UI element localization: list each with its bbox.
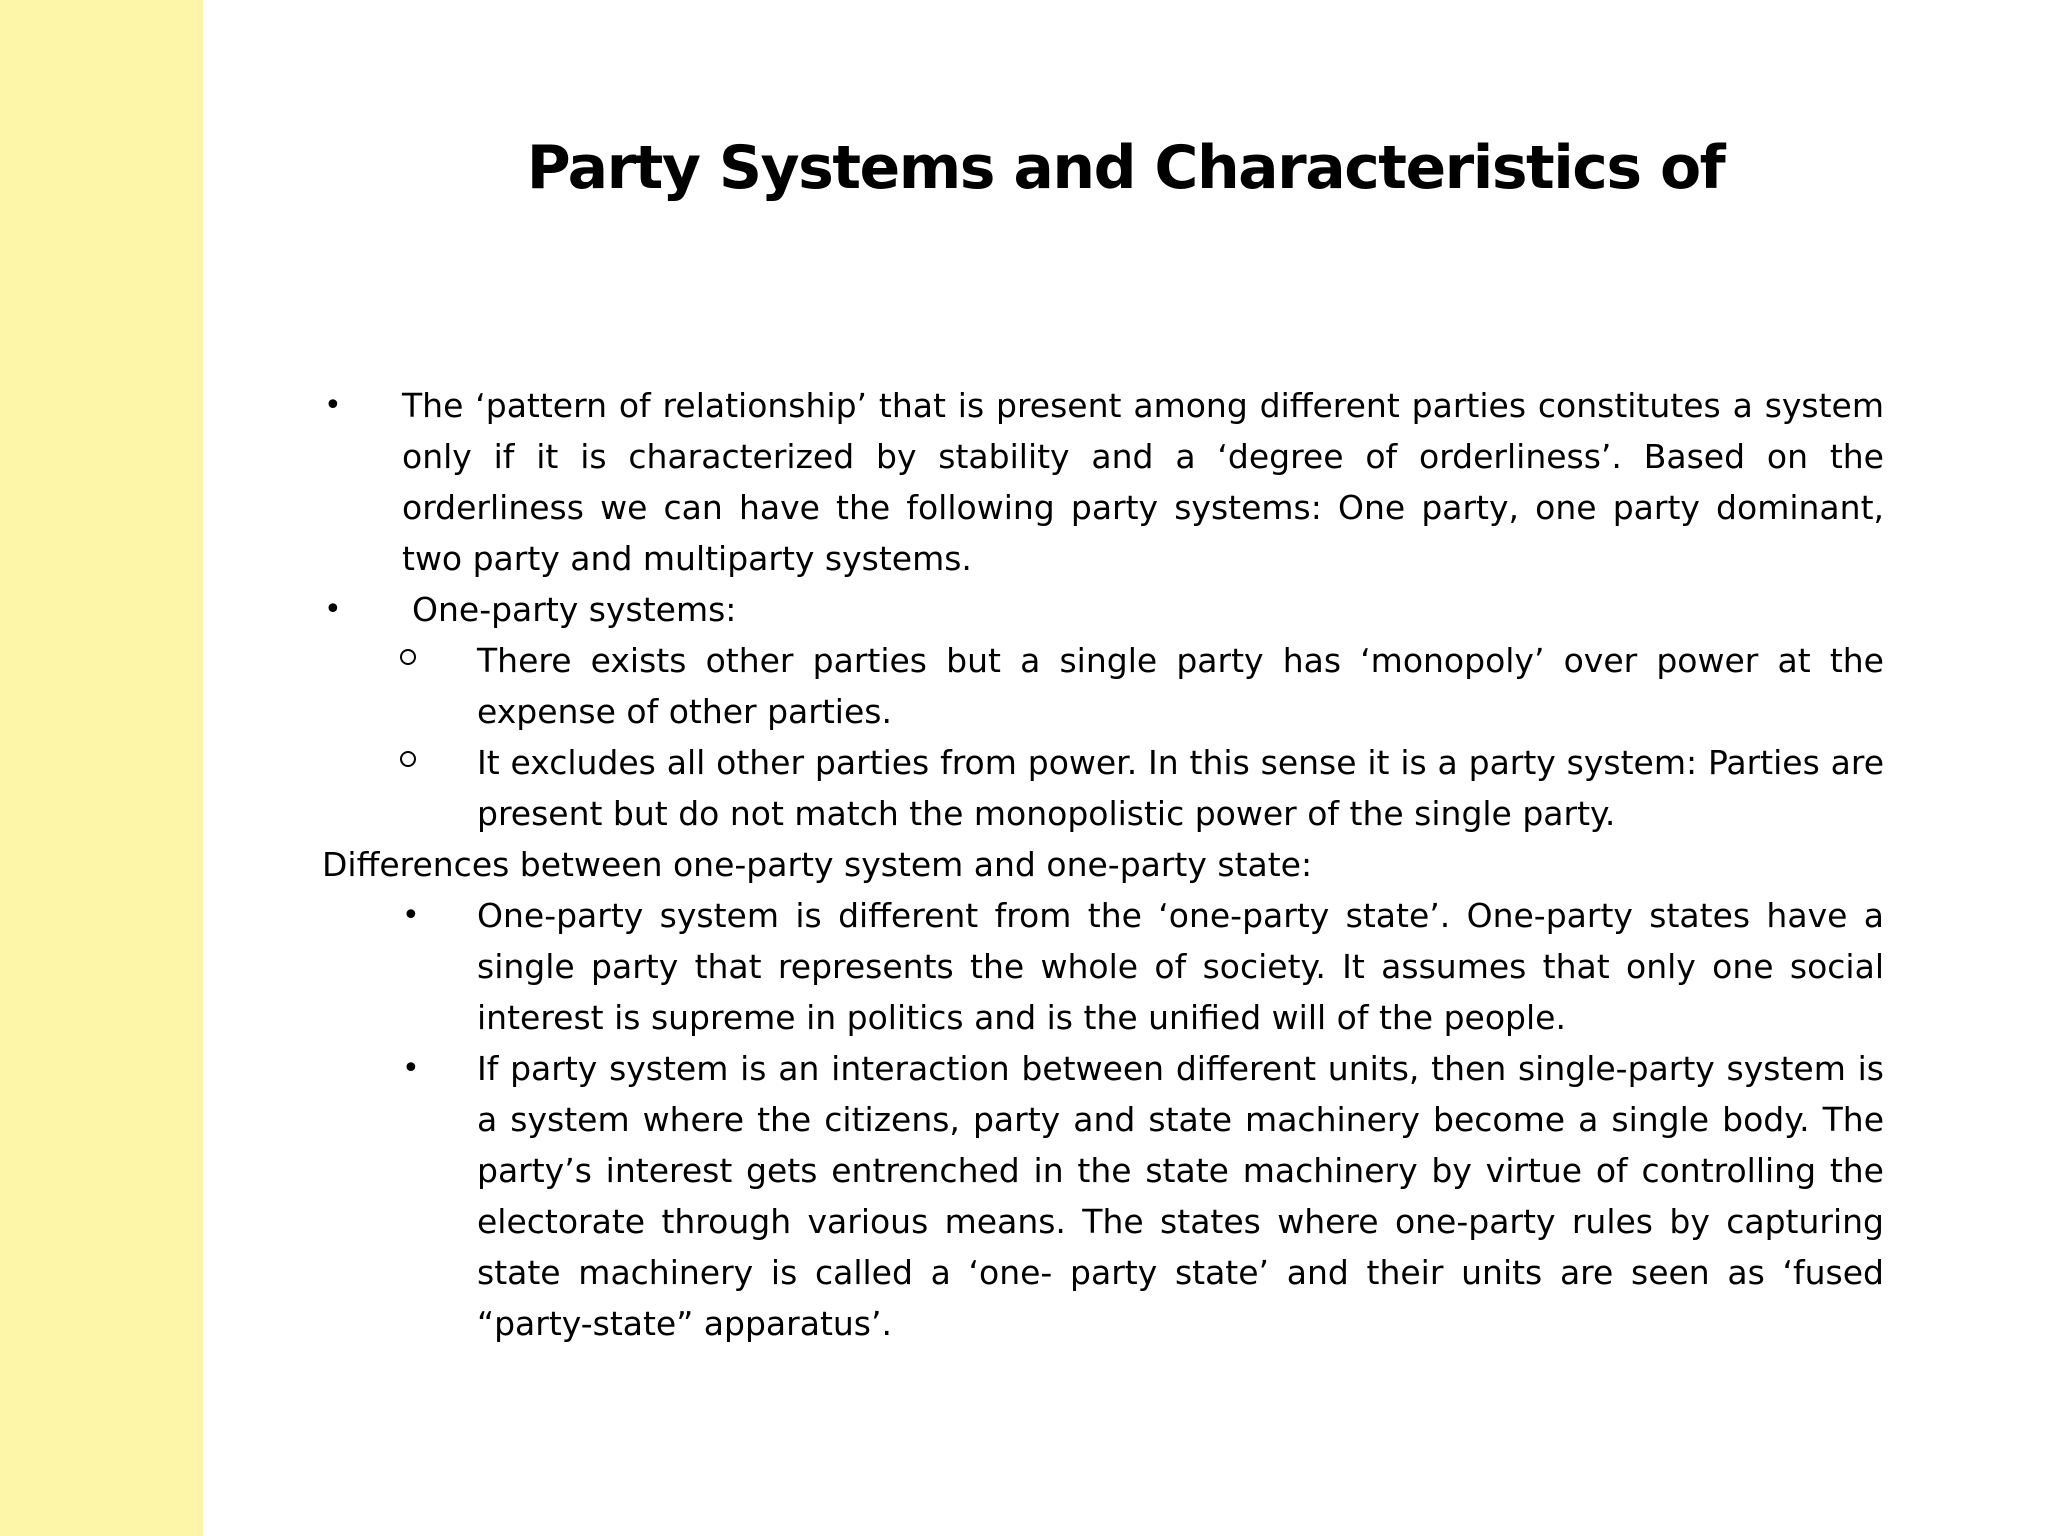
list-item-text: The ‘pattern of relationship’ that is present among different parties constitutes a system only if it is characterized by stability and a ‘degree of orderliness’. Based on the orderliness we can have the following party systems: One party, one party dominant, two party and multiparty systems.: [402, 386, 1884, 578]
slide-title: Party Systems and Characteristics of: [526, 133, 1725, 203]
list-item-text: It excludes all other parties from power. In this sense it is a party system: Parties are present but do not match the monopolistic power of the single party.: [477, 743, 1884, 833]
list-item-text: If party system is an interaction between different units, then single-party system is a system where the citizens, party and state machinery become a single body. The party’s interest gets entrenched in the state machinery by virtue of controlling the electorate through various means. The states where one-party rules by capturing state machinery is called a ‘one- party state’ and their units are seen as ‘fused “party-state” apparatus’.: [477, 1049, 1884, 1343]
list-item: [322, 635, 1884, 737]
list-item: [322, 737, 1884, 839]
accent-bar: [0, 0, 203, 1536]
section-heading: Differences between one-party system and one-party state:: [322, 845, 1313, 884]
circle-bullet-icon: [400, 649, 416, 665]
list-item: [322, 584, 1884, 635]
list-item: [322, 380, 1884, 584]
bullet-icon: •: [324, 388, 342, 423]
bullet-icon: •: [402, 1051, 420, 1086]
list-item: [322, 890, 1884, 1043]
bullet-icon: •: [402, 898, 420, 933]
list-item: [322, 1043, 1884, 1349]
slide-body: [322, 380, 1884, 1349]
list-item-text: One-party system is different from the ‘one-party state’. One-party states have a single party that represents the whole of society. It assumes that only one social interest is supreme in politics and is the unified will of the people.: [477, 896, 1884, 1037]
circle-bullet-icon: [400, 751, 416, 767]
bullet-icon: •: [324, 592, 342, 627]
list-item-text: There exists other parties but a single party has ‘monopoly’ over power at the expense of other parties.: [477, 641, 1884, 731]
list-item-text: One-party systems:: [412, 590, 737, 629]
